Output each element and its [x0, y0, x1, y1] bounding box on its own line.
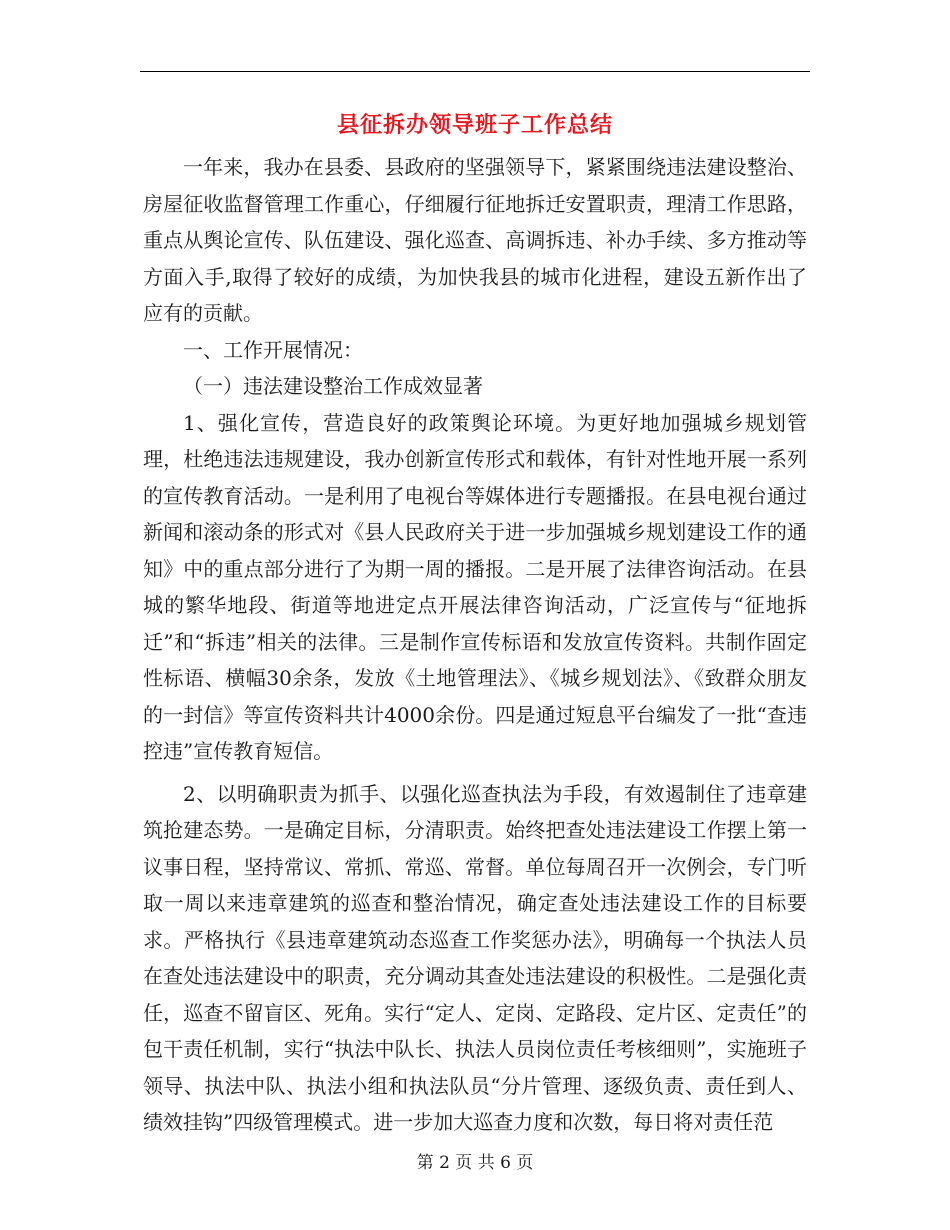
header-rule	[140, 71, 810, 72]
body-paragraph-inspection: 2、以明确职责为抓手、以强化巡查执法为手段，有效遏制住了违章建筑抢建态势。一是确定目标，分清职责。始终把查处违法建设工作摆上第一议事日程，坚持常议、常抓、常巡、常督。单位每周召开一次例会，专门听取一周以来违章建筑的巡查和整治情况，确定查处违法建设工作的目标要求。严格执行《县违章建筑动态巡查工作奖惩办法》，明确每一个执法人员在查处违法建设中的职责，充分调动其查处违法建设的积极性。二是强化责任，巡查不留盲区、死角。实行“定人、定岗、定路段、定片区、定责任”的包干责任机制，实行“执法中队长、执法人员岗位责任考核细则”，实施班子领导、执法中队、执法小组和执法队员“分片管理、逐级负责、责任到人、绩效挂钩”四级管理模式。进一步加大巡查力度和次数，每日将对责任范	[143, 781, 807, 1134]
document-body	[143, 149, 807, 1141]
total-pages-number: 6	[500, 1153, 511, 1173]
page-label-mid: 页 共	[455, 1153, 495, 1173]
section-heading: 一、工作开展情况：	[183, 337, 363, 362]
page-label-prefix: 第	[416, 1153, 434, 1173]
body-paragraph-publicity: 1、强化宣传，营造良好的政策舆论环境。为更好地加强城乡规划管理，杜绝违法违规建设，我办创新宣传形式和载体，有针对性地开展一系列的宣传教育活动。一是利用了电视台等媒体进行专题播报。在县电视台通过新闻和滚动条的形式对《县人民政府关于进一步加强城乡规划建设工作的通知》中的重点部分进行了为期一周的播报。二是开展了法律咨询活动。在县城的繁华地段、街道等地进定点开展法律咨询活动，广泛宣传与“征地拆迁”和“拆违”相关的法律。三是制作宣传标语和发放宣传资料。共制作固定性标语、横幅30余条，发放《土地管理法》、《城乡规划法》、《致群众朋友的一封信》等宣传资料共计4000余份。四是通过短息平台编发了一批“查违控违”宣传教育短信。	[143, 410, 807, 763]
subsection-heading: （一）违法建设整治工作成效显著	[183, 374, 483, 398]
intro-paragraph: 一年来，我办在县委、县政府的坚强领导下，紧紧围绕违法建设整治、房屋征收监督管理工作重心，仔细履行征地拆迁安置职责，理清工作思路，重点从舆论宣传、队伍建设、强化巡查、高调拆违、补办手续、多方推动等方面入手,取得了较好的成绩，为加快我县的城市化进程，建设五新作出了应有的贡献。	[143, 155, 807, 325]
document-title: 县征拆办领导班子工作总结	[336, 113, 613, 138]
page-label-suffix: 页	[516, 1153, 534, 1173]
page-footer	[0, 1151, 950, 1175]
current-page-number: 2	[439, 1153, 450, 1173]
